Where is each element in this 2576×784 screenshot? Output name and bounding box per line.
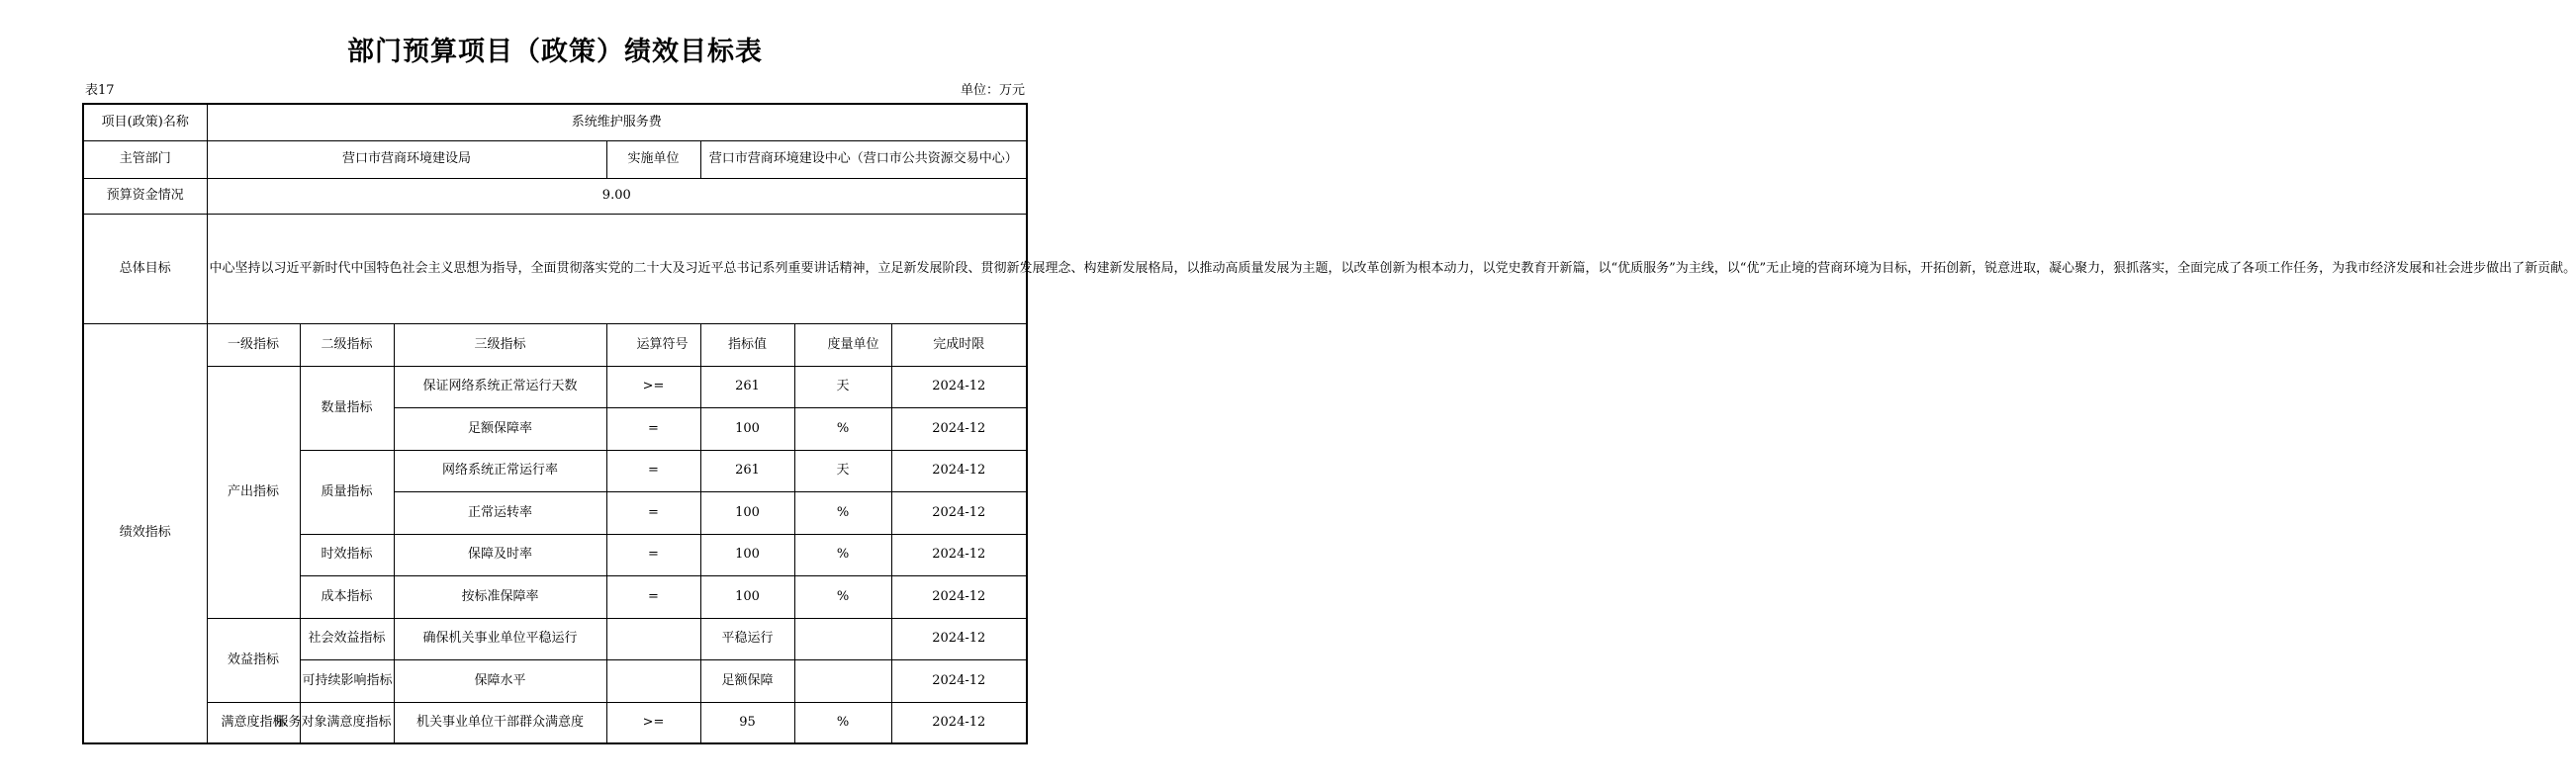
header-level3: 三级指标 <box>394 323 606 366</box>
group-timeliness: 时效指标 <box>300 534 394 575</box>
unit-label: 单位：万元 <box>960 83 1025 98</box>
header-op: 运算符号 <box>606 323 700 366</box>
indicator-deadline: 2024-12 <box>891 450 1027 491</box>
indicator-name: 保障水平 <box>394 659 606 702</box>
group-satisfaction: 满意度指标 <box>207 702 300 743</box>
indicator-op: = <box>606 534 700 575</box>
budget-label: 预算资金情况 <box>83 178 207 214</box>
indicator-deadline: 2024-12 <box>891 534 1027 575</box>
table-row <box>83 366 1027 407</box>
indicator-deadline: 2024-12 <box>891 366 1027 407</box>
indicator-name: 机关事业单位干部群众满意度 <box>394 702 606 743</box>
goal-label: 总体目标 <box>83 214 207 323</box>
indicator-deadline: 2024-12 <box>891 618 1027 659</box>
indicator-deadline: 2024-12 <box>891 407 1027 450</box>
performance-table <box>82 103 2576 744</box>
group-output: 产出指标 <box>207 366 300 618</box>
dept-row <box>83 140 1027 178</box>
project-name-row <box>83 104 1027 140</box>
indicator-value: 261 <box>700 366 794 407</box>
indicator-unit: 天 <box>794 450 891 491</box>
indicator-value: 100 <box>700 575 794 618</box>
table-row <box>83 618 1027 659</box>
indicator-op <box>606 659 700 702</box>
project-name-value: 系统维护服务费 <box>207 104 1027 140</box>
indicator-value: 261 <box>700 450 794 491</box>
dept-label: 主管部门 <box>83 140 207 178</box>
perf-label: 绩效指标 <box>83 323 207 743</box>
indicator-op: = <box>606 575 700 618</box>
table-row <box>83 702 1027 743</box>
indicator-deadline: 2024-12 <box>891 659 1027 702</box>
goal-row <box>83 214 1027 323</box>
indicator-value: 100 <box>700 534 794 575</box>
indicator-value: 95 <box>700 702 794 743</box>
group-quantity: 数量指标 <box>300 366 394 450</box>
table-number: 表17 <box>85 83 115 98</box>
indicator-op <box>606 618 700 659</box>
impl-unit-label: 实施单位 <box>606 140 700 178</box>
indicator-deadline: 2024-12 <box>891 702 1027 743</box>
group-service: 服务对象满意度指标 <box>300 702 394 743</box>
indicator-unit <box>794 618 891 659</box>
indicator-name: 保障及时率 <box>394 534 606 575</box>
indicator-op: = <box>606 450 700 491</box>
dept-value: 营口市营商环境建设局 <box>207 140 606 178</box>
indicator-unit: % <box>794 491 891 534</box>
indicator-deadline: 2024-12 <box>891 575 1027 618</box>
indicator-name: 按标准保障率 <box>394 575 606 618</box>
indicator-name: 确保机关事业单位平稳运行 <box>394 618 606 659</box>
indicator-unit <box>794 659 891 702</box>
group-quality: 质量指标 <box>300 450 394 534</box>
header-value: 指标值 <box>700 323 794 366</box>
indicator-name: 正常运转率 <box>394 491 606 534</box>
indicator-op: >= <box>606 702 700 743</box>
indicator-deadline: 2024-12 <box>891 491 1027 534</box>
indicator-name: 保证网络系统正常运行天数 <box>394 366 606 407</box>
indicator-unit: % <box>794 407 891 450</box>
indicator-value: 平稳运行 <box>700 618 794 659</box>
budget-row <box>83 178 1027 214</box>
header-level1: 一级指标 <box>207 323 300 366</box>
indicator-unit: % <box>794 575 891 618</box>
header-level2: 二级指标 <box>300 323 394 366</box>
indicator-op: >= <box>606 366 700 407</box>
project-name-label: 项目(政策)名称 <box>83 104 207 140</box>
page-title: 部门预算项目（政策）绩效目标表 <box>347 37 763 67</box>
budget-value: 9.00 <box>207 178 1027 214</box>
goal-text: 中心坚持以习近平新时代中国特色社会主义思想为指导，全面贯彻落实党的二十大及习近平总书记系列重要讲话精神，立足新发展阶段、贯彻新发展理念、构建新发展格局，以推动高质量发展为主题，以改革创新为根本动力，以党史教育开新篇，以“优质服务”为主线，以“优”无止境的营商环境为目标，开拓创新，锐意进取，凝心聚力，狠抓落实，全面完成了各项工作任务，为我市经济发展和社会进步做出了新贡献。 <box>207 214 1027 323</box>
indicator-unit: 天 <box>794 366 891 407</box>
group-benefit: 效益指标 <box>207 618 300 702</box>
indicator-op: = <box>606 491 700 534</box>
indicator-unit: % <box>794 534 891 575</box>
indicator-value: 100 <box>700 491 794 534</box>
indicator-unit: % <box>794 702 891 743</box>
indicator-value: 足额保障 <box>700 659 794 702</box>
group-sustain: 可持续影响指标 <box>300 659 394 702</box>
indicator-name: 网络系统正常运行率 <box>394 450 606 491</box>
header-unit: 度量单位 <box>794 323 891 366</box>
header-deadline: 完成时限 <box>891 323 1027 366</box>
indicator-value: 100 <box>700 407 794 450</box>
indicator-name: 足额保障率 <box>394 407 606 450</box>
indicator-op: = <box>606 407 700 450</box>
impl-unit-value: 营口市营商环境建设中心（营口市公共资源交易中心） <box>700 140 1027 178</box>
group-social: 社会效益指标 <box>300 618 394 659</box>
group-cost: 成本指标 <box>300 575 394 618</box>
indicator-header-row <box>83 323 1027 366</box>
